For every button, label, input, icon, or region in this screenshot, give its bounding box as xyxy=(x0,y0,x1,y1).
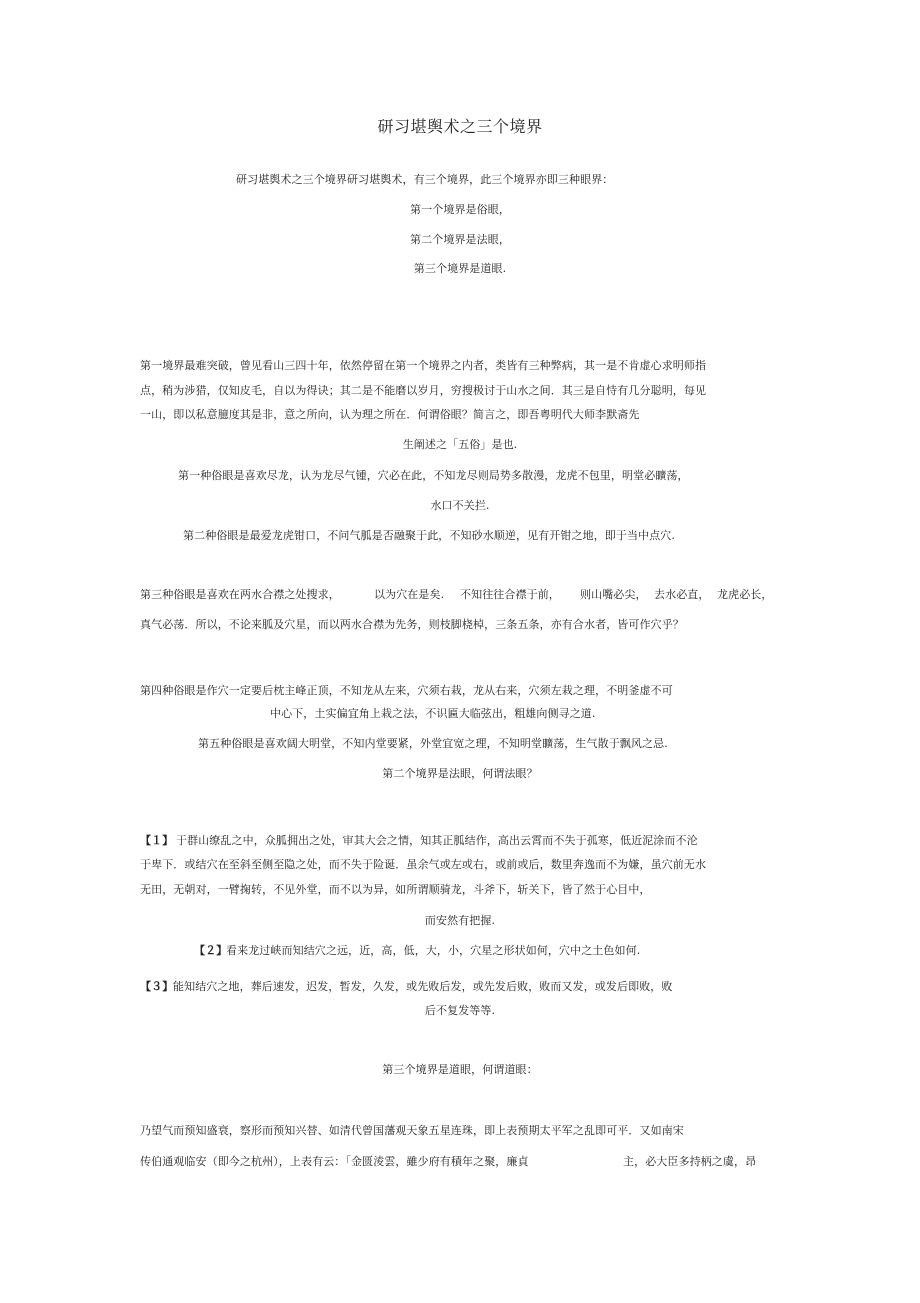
intro-line: 研习堪舆术之三个境界研习堪舆术，有三个境界，此三个境界亦即三种眼界： xyxy=(236,173,614,186)
document-title: 研习堪舆术之三个境界 xyxy=(377,117,543,136)
item-3-text: 能知结穴之地，葬后速发，迟发，暂发，久发，或先败后发，或先发后败，败而又发，或发后即败，败 xyxy=(173,980,673,993)
fourth-vulgar-eye-line-1: 第四种俗眼是作穴一定要后枕主峰正顶，不知龙从左来，穴须右栽，龙从右来，穴须左栽之理，不明釜虚不可 xyxy=(140,684,673,697)
second-vulgar-eye: 第二种俗眼是最爱龙虎钳口，不问气胍是否融聚于此，不知砂水顺逆，见有开钳之地，即于当中点穴. xyxy=(183,529,675,542)
third-vulgar-eye-part-2: 以为穴在是矣. xyxy=(374,588,445,601)
third-vulgar-eye-line-2: 真气必荡．所以，不论来胍及穴星，而以两水合襟为先务，则枝脚桡棹，三条五条，亦有合水者，皆可作穴乎？ xyxy=(140,618,684,631)
sec3-heading: 第三个境界是道眼，何谓道眼： xyxy=(382,1063,538,1076)
third-vulgar-eye-part-1: 第三种俗眼是喜欢在两水合襟之处搜求， xyxy=(140,588,340,601)
sec1-line-2: 点，稍为涉猎，仅知皮毛，自以为得诀；其二是不能磨以岁月，穷搜极讨于山水之间．其三是自恃有几分聪明，每见 xyxy=(140,384,707,397)
item-1-line-3: 无田，无朝对，一臂掬转，不见外堂，而不以为异，如所谓顺骑龙，斗斧下，斩关下，皆了然于心目中， xyxy=(140,883,651,896)
item-3-end: 后不复发等等. xyxy=(424,1004,496,1017)
fifth-vulgar-eye: 第五种俗眼是喜欢阔大明堂，不知内堂要紧，外堂宜宽之理，不知明堂矌荡，生气散于飘风之忌. xyxy=(198,737,668,750)
first-vulgar-eye: 第一种俗眼是喜欢尽龙，认为龙尽气锺，穴必在此，不知龙尽则局势多散漫，龙虎不包里，明堂必矌荡， xyxy=(178,469,689,482)
item-2-marker: 【２】 xyxy=(194,944,228,957)
item-2-text: 看来龙过峡而知结穴之远，近，高，低，大，小，穴星之形状如何，穴中之土色如何. xyxy=(226,944,641,957)
third-vulgar-eye-part-5: 去水必直， xyxy=(654,588,710,601)
third-vulgar-eye-part-4: 则山嘴必尖， xyxy=(580,588,647,601)
level-3-line: 第三个境界是道眼. xyxy=(413,262,507,275)
item-1-line-2: 于卑下．或结穴在至斜至侧至隐之处，而不失于险诞．虽余气或左或右，或前或后，数里奔逸而不为嫌，虽穴前无水 xyxy=(140,858,707,871)
item-1-end: 而安然有把握. xyxy=(424,914,496,927)
third-vulgar-eye-part-3: 不知往往合襟于前， xyxy=(460,588,560,601)
item-1-marker: 【１】 xyxy=(140,834,174,847)
sec1-line-1: 第一境界最难突破，曾见看山三四十年，依然停留在第一个境界之内者，类皆有三种弊病，其一是不肯虚心求明师指 xyxy=(140,359,707,372)
item-1-line-1: 于群山缭乱之中，众胍拥出之处，审其大会之情，知其正胍结作，高出云霄而不失于孤寒，低近泥涂而不沦 xyxy=(176,834,698,847)
level-2-line: 第二个境界是法眼， xyxy=(410,233,510,246)
sec2-heading: 第二个境界是法眼，何谓法眼？ xyxy=(382,767,538,780)
level-1-line: 第一个境界是俗眼， xyxy=(410,203,510,216)
sec1-line-4: 生阐述之「五俗」是也. xyxy=(402,438,518,451)
sec3-line-2-part-1: 传伯通观临安（即今之杭州），上表有云：「金匮淩雲，雖少府有積年之聚，廉貞 xyxy=(140,1155,529,1168)
fourth-vulgar-eye-line-2: 中心下，土实偏宜角上栽之法，不识匾大临弦出，粗雄向侧寻之道. xyxy=(270,707,596,720)
item-3-marker: 【３】 xyxy=(140,980,174,993)
sec3-line-1: 乃望气而预知盛衰，察形而预知兴替、如清代曾国藩观天象五星连珠，即上表预期太平军之乱即可平．又如南宋 xyxy=(140,1124,684,1137)
third-vulgar-eye-part-6: 龙虎必长， xyxy=(717,588,773,601)
sec1-line-3: 一山，即以私意臆度其是非，意之所向，认为理之所在．何谓俗眼？简言之，即吾粤明代大师李默斋先 xyxy=(140,408,640,421)
sec3-line-2-part-2: 主，必大臣多持柄之虞，昂 xyxy=(623,1155,757,1168)
first-vulgar-eye-end: 水口不关拦. xyxy=(430,499,490,512)
